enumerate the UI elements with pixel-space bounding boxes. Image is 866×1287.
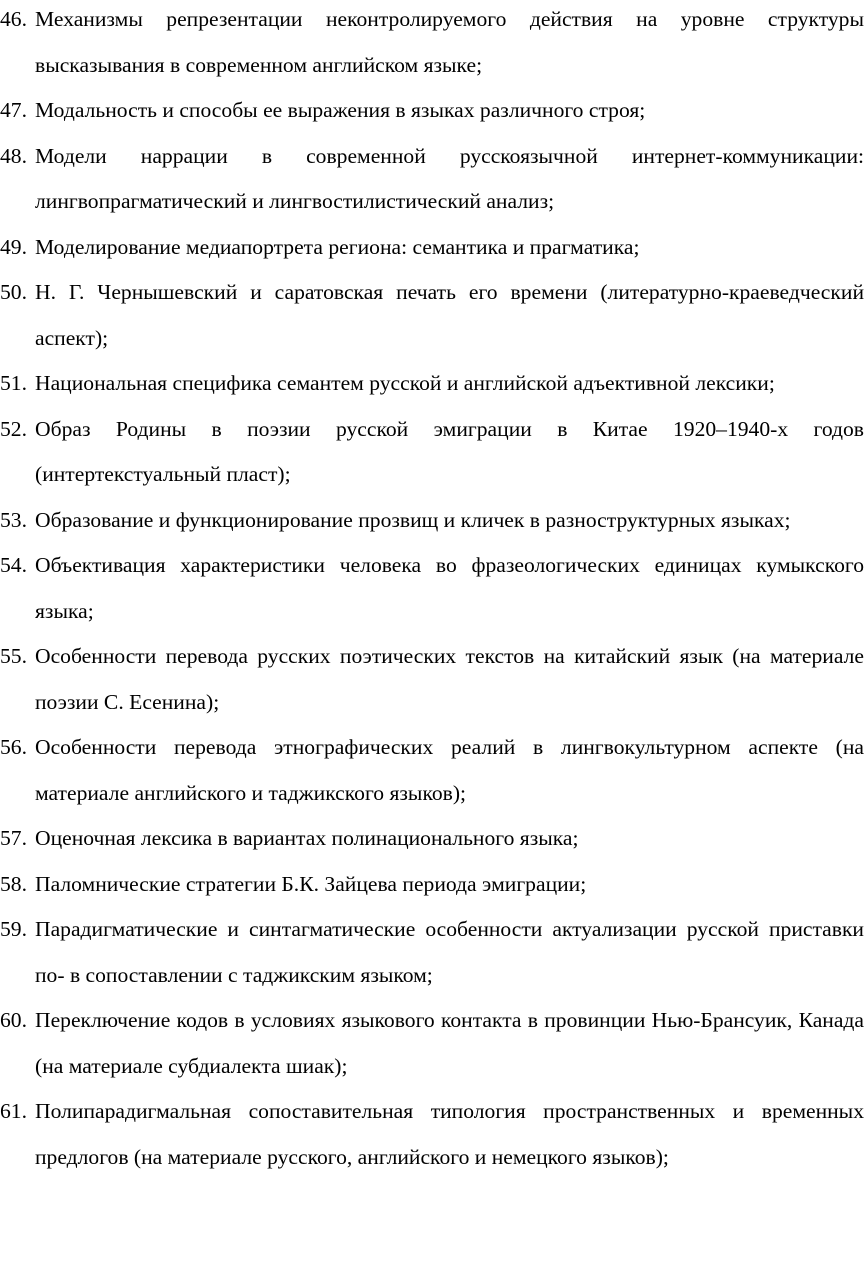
list-item [0, 862, 864, 908]
list-item [0, 361, 864, 407]
item-number: 53. [0, 507, 27, 532]
list-item [0, 498, 864, 544]
list-item [0, 407, 864, 498]
list-item [0, 1089, 864, 1180]
item-text: Н. Г. Чернышевский и саратовская печать его времени (литературно-краеведческий аспект); [35, 280, 864, 350]
item-number: 60. [0, 1008, 27, 1032]
item-number: 55. [0, 644, 27, 668]
item-text: Особенности перевода русских поэтических текстов на китайский язык (на материале поэзии С. Есенина); [35, 644, 864, 714]
item-number: 49. [0, 234, 27, 259]
item-text: Парадигматические и синтагматические особенности актуализации русской приставки по- в сопоставлении с таджикским языком; [35, 917, 864, 987]
item-text: Особенности перевода этнографических реалий в лингвокультурном аспекте (на материале английского и таджикского языков); [35, 735, 864, 805]
item-number: 54. [0, 553, 27, 577]
item-number: 52. [0, 416, 27, 441]
item-text: Паломнические стратегии Б.К. Зайцева периода эмиграции; [35, 871, 587, 896]
item-number: 51. [0, 371, 27, 395]
item-text: Оценочная лексика в вариантах полинационального языка; [35, 826, 579, 850]
list-item [0, 225, 864, 271]
list-item [0, 816, 864, 862]
list-item [0, 0, 864, 88]
item-text: Переключение кодов в условиях языкового контакта в провинции Нью-Брансуик, Канада (на материале субдиалекта шиак); [35, 1008, 864, 1078]
item-text: Национальная специфика семантем русской и английской адъективной лексики; [35, 371, 775, 395]
item-number: 48. [0, 143, 27, 168]
list-item [0, 270, 864, 361]
list-item [0, 543, 864, 634]
item-text: Образование и функционирование прозвищ и кличек в разноструктурных языках; [35, 507, 791, 532]
item-number: 47. [0, 98, 27, 122]
list-item [0, 634, 864, 725]
item-text: Моделирование медиапортрета региона: семантика и прагматика; [35, 234, 640, 259]
list-item [0, 907, 864, 998]
item-number: 58. [0, 871, 27, 896]
item-text: Модели наррации в современной русскоязычной интернет-коммуникации: лингвопрагматический и лингвостилистический анализ; [35, 143, 864, 213]
item-text: Полипарадигмальная сопоставительная типология пространственных и временных предлогов (на материале русского, английского и немецкого языков); [35, 1099, 864, 1169]
list-item [0, 88, 864, 134]
item-number: 57. [0, 826, 27, 850]
item-text: Механизмы репрезентации неконтролируемого действия на уровне структуры высказывания в современном английском языке; [35, 7, 864, 77]
item-number: 61. [0, 1099, 27, 1123]
item-number: 59. [0, 917, 27, 941]
item-number: 46. [0, 7, 27, 31]
item-number: 50. [0, 280, 27, 304]
item-text: Объективация характеристики человека во фразеологических единицах кумыкского языка; [35, 553, 864, 623]
item-text: Образ Родины в поэзии русской эмиграции в Китае 1920–1940-х годов (интертекстуальный пласт); [35, 416, 864, 486]
item-number: 56. [0, 735, 27, 759]
list-item [0, 134, 864, 225]
list-item [0, 998, 864, 1089]
item-text: Модальность и способы ее выражения в языках различного строя; [35, 98, 646, 122]
list-item [0, 725, 864, 816]
